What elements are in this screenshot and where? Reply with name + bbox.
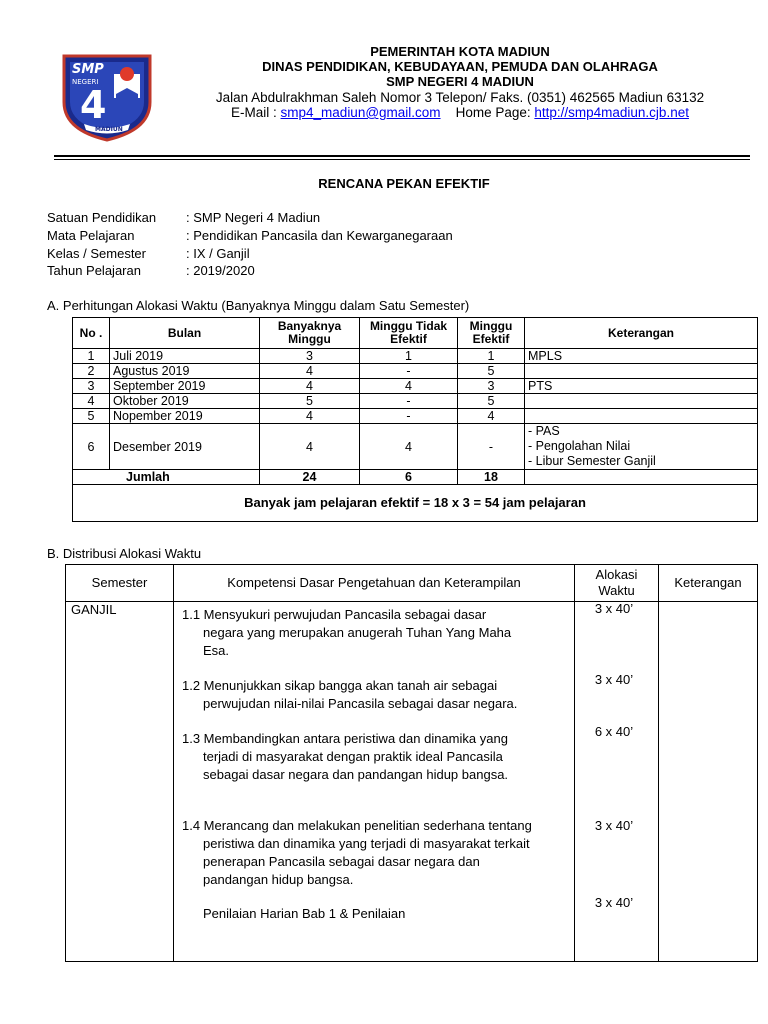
keterangan-list [528, 424, 754, 469]
col-header-keterangan: Keterangan [525, 318, 758, 349]
kd-item-1-3 [182, 730, 508, 784]
cell-ket [525, 424, 758, 470]
cell-efektif: 1 [458, 349, 525, 364]
cell-tidak: 4 [360, 424, 458, 470]
table-header-row [73, 318, 758, 349]
col-header-banyak: Banyaknya Minggu [260, 318, 360, 349]
cell-ket [525, 364, 758, 379]
document-title: RENCANA PEKAN EFEKTIF [318, 176, 490, 191]
cell-bulan: Agustus 2019 [110, 364, 260, 379]
summary-text: Banyak jam pelajaran efektif = 18 x 3 = 54 jam pelajaran [73, 485, 758, 522]
col-header-ket: Keterangan [659, 565, 758, 602]
school-shield-icon [58, 52, 156, 142]
table-row [73, 409, 758, 424]
table-row [73, 394, 758, 409]
cell-bulan: Juli 2019 [110, 349, 260, 364]
header-divider-thick [54, 155, 750, 157]
info-value-kelas: : IX / Ganjil [186, 246, 250, 261]
col-header-bulan: Bulan [110, 318, 260, 349]
svg-text:MADIUN: MADIUN [95, 126, 123, 133]
info-label-kelas: Kelas / Semester [47, 246, 146, 261]
col-header-efektif: Minggu Efektif [458, 318, 525, 349]
cell-banyak: 4 [260, 364, 360, 379]
cell-efektif: - [458, 424, 525, 470]
cell-ket [525, 394, 758, 409]
table-row [73, 379, 758, 394]
list-item: - Libur Semester Ganjil [528, 454, 656, 468]
cell-tidak: - [360, 364, 458, 379]
info-value-tahun: : 2019/2020 [186, 263, 255, 278]
section-b-title: B. Distribusi Alokasi Waktu [47, 546, 202, 561]
col-header-tidak-efektif: Minggu Tidak Efektif [360, 318, 458, 349]
cell-bulan: Nopember 2019 [110, 409, 260, 424]
cell-efektif: 5 [458, 364, 525, 379]
cell-bulan: Oktober 2019 [110, 394, 260, 409]
info-label-tahun: Tahun Pelajaran [47, 263, 141, 278]
svg-text:NEGERI: NEGERI [72, 78, 99, 86]
header-line-contact [160, 105, 760, 120]
kd-text: negara yang merupakan anugerah Tuhan Yang Maha [203, 625, 512, 640]
cell-banyak: 3 [260, 349, 360, 364]
list-item: - Pengolahan Nilai [528, 439, 631, 453]
header-divider-thin [54, 159, 750, 160]
kd-text: perwujudan nilai-nilai Pancasila sebagai dasar negara. [203, 696, 518, 711]
list-item: - PAS [528, 424, 560, 438]
alokasi-value: 3 x 40’ [594, 601, 634, 616]
alokasi-value: 3 x 40’ [594, 818, 634, 833]
total-efektif: 18 [458, 470, 525, 485]
total-ket [525, 470, 758, 485]
table-row [73, 364, 758, 379]
cell-banyak: 4 [260, 424, 360, 470]
cell-banyak: 4 [260, 409, 360, 424]
cell-semester: GANJIL [66, 602, 174, 962]
cell-banyak: 5 [260, 394, 360, 409]
total-tidak: 6 [360, 470, 458, 485]
total-label: Jumlah [73, 470, 260, 485]
cell-no: 5 [73, 409, 110, 424]
cell-ket [659, 602, 758, 962]
cell-ket: MPLS [525, 349, 758, 364]
kd-text: 1.3 Membandingkan antara peristiwa dan dinamika yang [182, 731, 508, 746]
table-header-row [66, 565, 758, 602]
kd-item-1-2 [182, 677, 517, 713]
kd-text: Esa. [203, 643, 230, 658]
kd-text: peristiwa dan dinamika yang terjadi di masyarakat terkait [203, 836, 530, 851]
info-value-satuan: : SMP Negeri 4 Madiun [186, 210, 321, 225]
col-header-semester: Semester [66, 565, 174, 602]
header-line-government: PEMERINTAH KOTA MADIUN [370, 44, 550, 59]
kd-item-penilaian [182, 905, 405, 923]
cell-efektif: 5 [458, 394, 525, 409]
col-header-kd: Kompetensi Dasar Pengetahuan dan Keterampilan [174, 565, 575, 602]
header-line-department: DINAS PENDIDIKAN, KEBUDAYAAN, PEMUDA DAN OLAHRAGA [262, 59, 658, 74]
total-row [73, 470, 758, 485]
info-label-satuan: Satuan Pendidikan [47, 210, 157, 225]
col-header-no: No . [73, 318, 110, 349]
homepage-label: Home Page: [455, 105, 535, 120]
kd-text: Penilaian Harian Bab 1 & Penilaian [203, 906, 406, 921]
cell-ket [525, 409, 758, 424]
svg-text:SMP: SMP [72, 62, 104, 77]
email-label: E-Mail : [231, 105, 281, 120]
summary-row [73, 485, 758, 522]
alokasi-value: 3 x 40’ [594, 672, 634, 687]
table-row [73, 349, 758, 364]
cell-no: 2 [73, 364, 110, 379]
section-a-title: A. Perhitungan Alokasi Waktu (Banyaknya Minggu dalam Satu Semester) [47, 298, 470, 313]
cell-efektif: 3 [458, 379, 525, 394]
kd-text: 1.1 Mensyukuri perwujudan Pancasila sebagai dasar [182, 607, 487, 622]
alokasi-value: 3 x 40’ [594, 895, 634, 910]
kd-text: terjadi di masyarakat dengan praktik ideal Pancasila [203, 749, 503, 764]
cell-no: 6 [73, 424, 110, 470]
col-header-alokasi: Alokasi Waktu [575, 565, 659, 602]
kd-text: penerapan Pancasila sebagai dasar negara dan [203, 854, 480, 869]
cell-tidak: - [360, 394, 458, 409]
homepage-link[interactable]: http://smp4madiun.cjb.net [534, 105, 689, 120]
kd-text: sebagai dasar negara dan pandangan hidup bangsa. [203, 767, 509, 782]
svg-text:4: 4 [80, 83, 107, 127]
cell-efektif: 4 [458, 409, 525, 424]
total-banyak: 24 [260, 470, 360, 485]
kd-item-1-4 [182, 817, 532, 889]
cell-tidak: 1 [360, 349, 458, 364]
cell-no: 1 [73, 349, 110, 364]
kd-text: pandangan hidup bangsa. [203, 872, 354, 887]
kd-item-1-1 [182, 606, 511, 660]
cell-no: 3 [73, 379, 110, 394]
cell-bulan: Desember 2019 [110, 424, 260, 470]
cell-no: 4 [73, 394, 110, 409]
kd-text: 1.2 Menunjukkan sikap bangga akan tanah air sebagai [182, 678, 498, 693]
school-logo [58, 52, 156, 142]
info-value-mapel: : Pendidikan Pancasila dan Kewarganegaraan [186, 228, 453, 243]
cell-banyak: 4 [260, 379, 360, 394]
info-label-mapel: Mata Pelajaran [47, 228, 135, 243]
header-line-address: Jalan Abdulrakhman Saleh Nomor 3 Telepon/ Faks. (0351) 462565 Madiun 63132 [215, 90, 705, 105]
effective-weeks-table [72, 317, 758, 522]
alokasi-value: 6 x 40’ [594, 724, 634, 739]
header-line-school: SMP NEGERI 4 MADIUN [386, 74, 534, 89]
kd-text: 1.4 Merancang dan melakukan penelitian sederhana tentang [182, 818, 532, 833]
cell-tidak: - [360, 409, 458, 424]
table-row [73, 424, 758, 470]
cell-tidak: 4 [360, 379, 458, 394]
cell-ket: PTS [525, 379, 758, 394]
email-link[interactable]: smp4_madiun@gmail.com [280, 105, 441, 120]
cell-bulan: September 2019 [110, 379, 260, 394]
